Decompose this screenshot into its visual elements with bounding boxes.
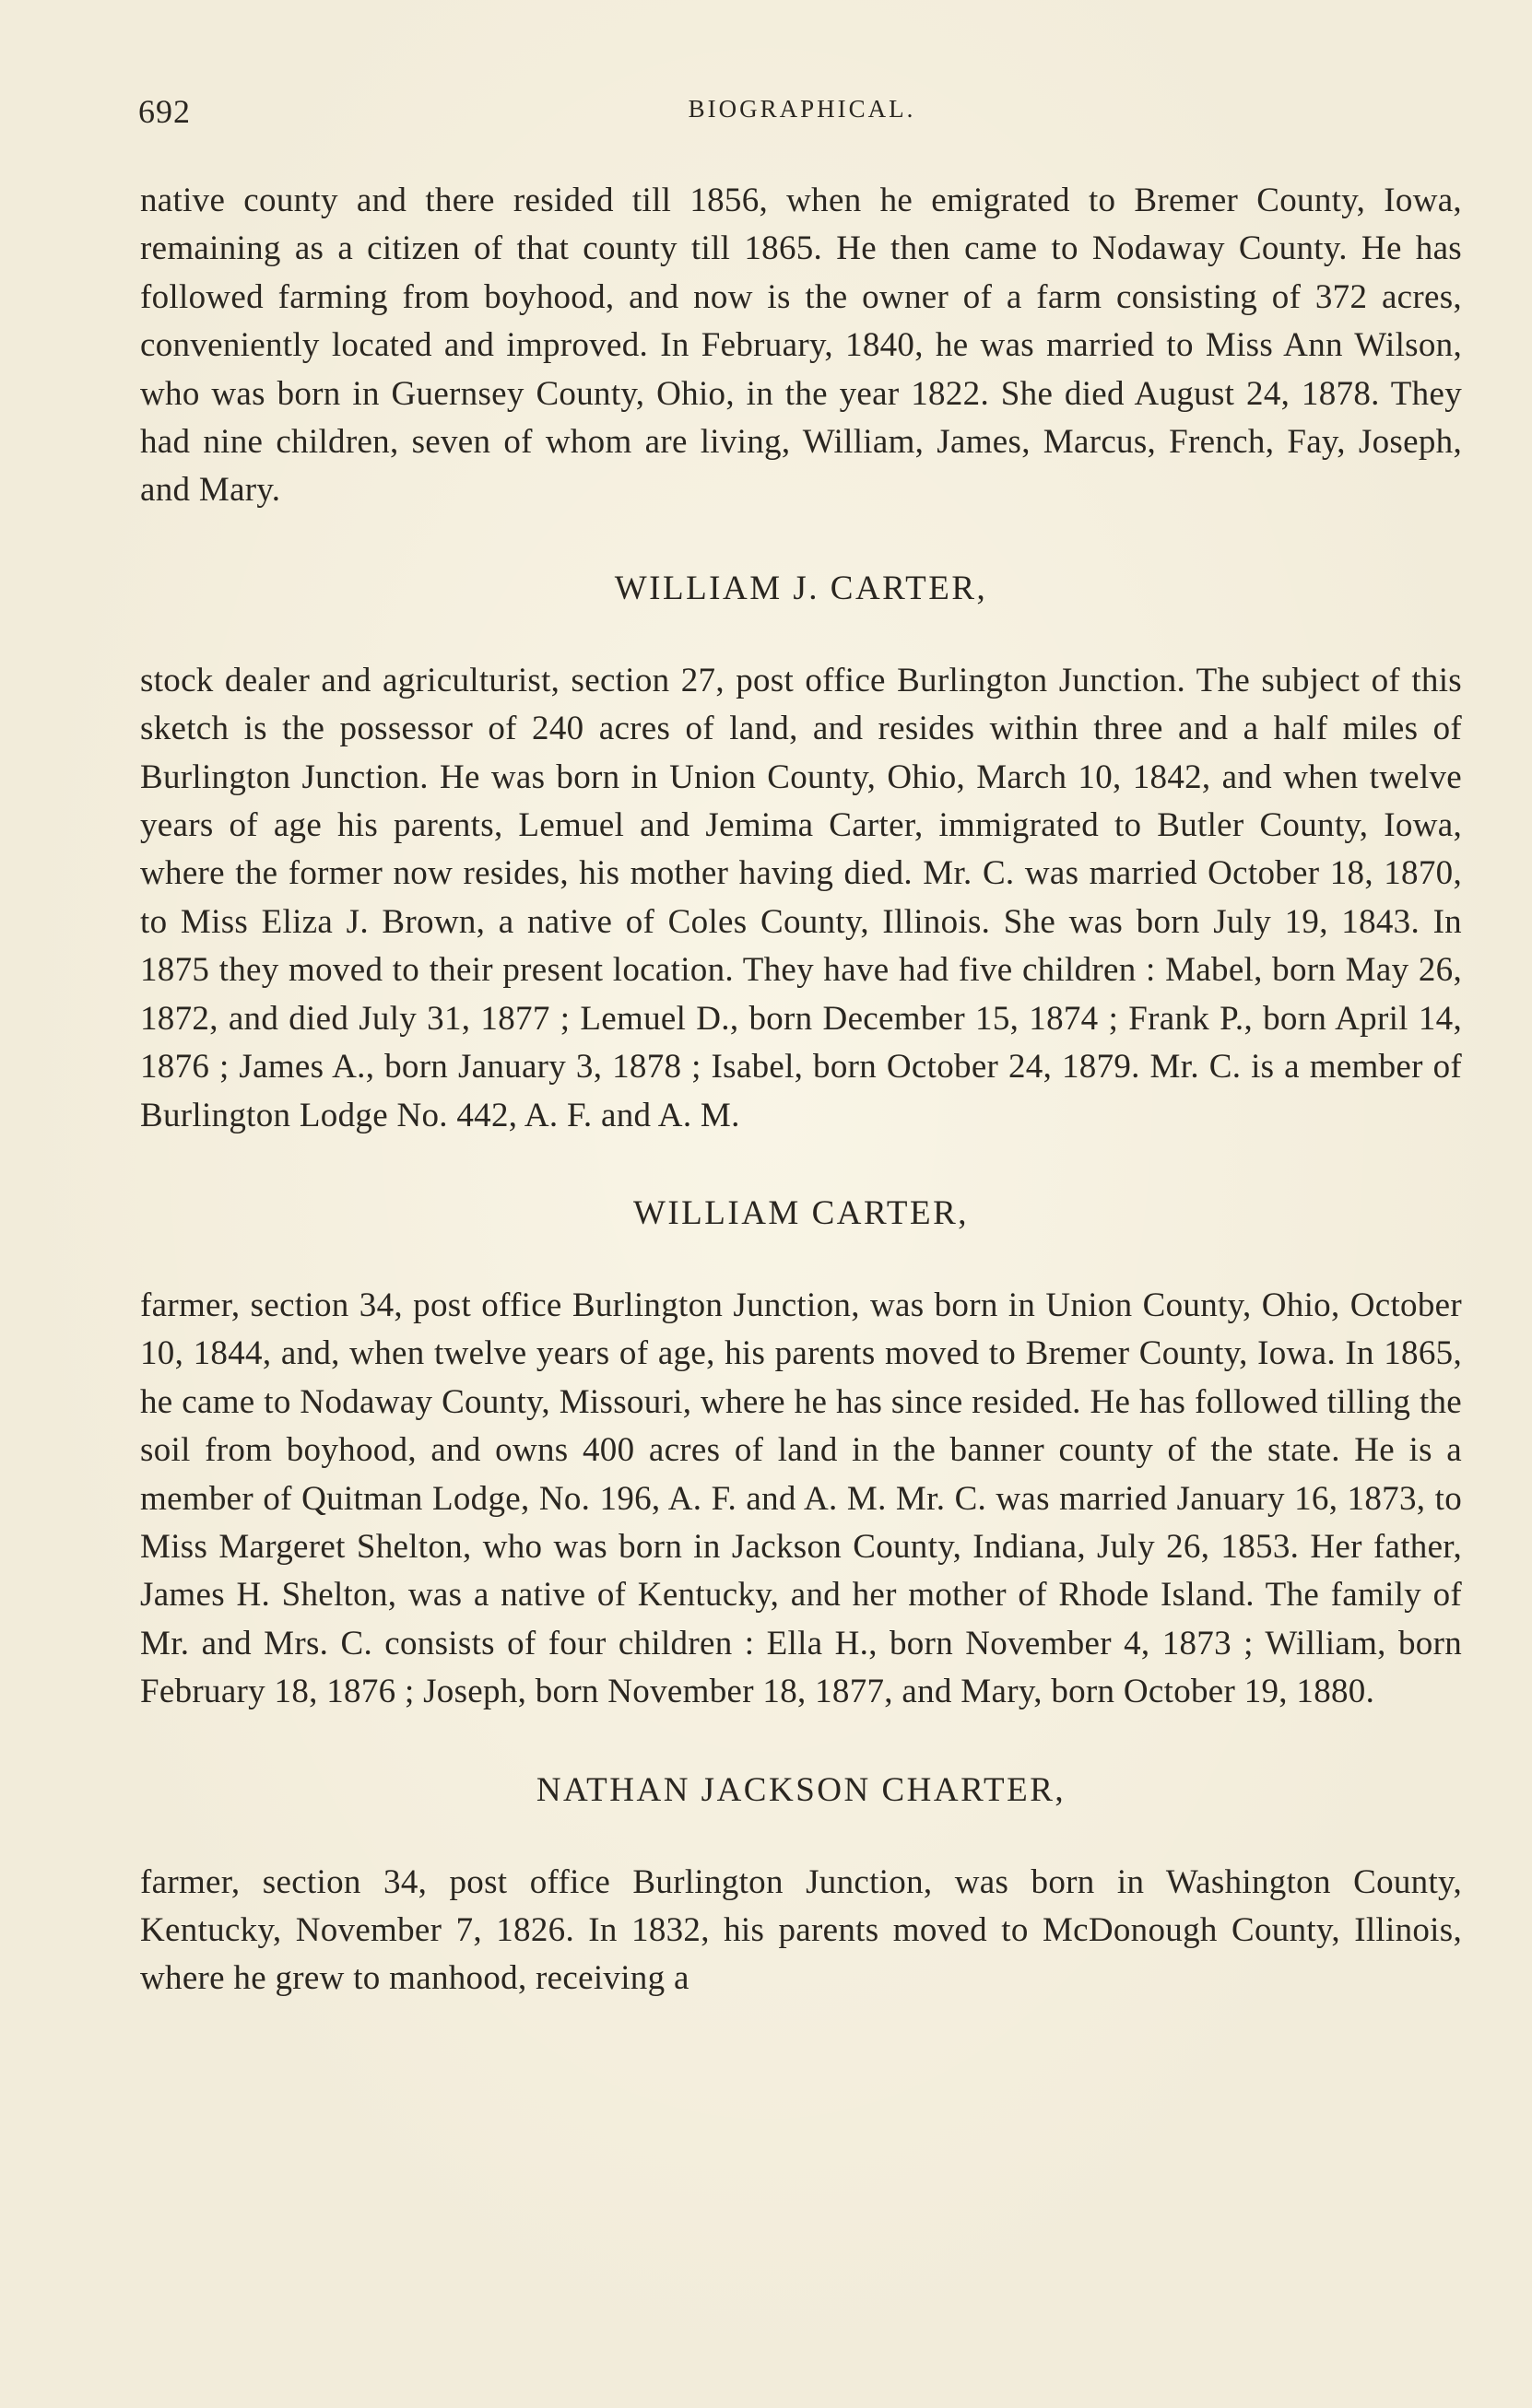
running-title: BIOGRAPHICAL. (688, 95, 916, 123)
entry-paragraph-nathan-jackson-charter: farmer, section 34, post office Burlington Junction, was born in Washington County, Kentucky, November 7, 1826. In 1832, his parents moved to McDonough County, Illinois, where he grew to manhood, receiving a (140, 1862, 1462, 1998)
page-header (138, 92, 1466, 138)
page-number: 692 (138, 93, 191, 130)
entry-heading-william-j-carter: WILLIAM J. CARTER, (614, 569, 988, 607)
text-column (140, 177, 1462, 2003)
entry-heading-william-carter: WILLIAM CARTER, (632, 1193, 970, 1232)
entry-paragraph-william-carter: farmer, section 34, post office Burlington Junction, was born in Union County, Ohio, October 10, 1844, and, when twelve years of age, his parents moved to Bremer County, Iowa. In 1865, he came to Nodaway County, Missouri, where he has since resided. He has followed tilling the soil from boyhood, and owns 400 acres of land in the banner county of the state. He is a member of Quitman Lodge, No. 196, A. F. and A. M. Mr. C. was married January 16, 1873, to Miss Margeret Shelton, who was born in Jackson County, Indiana, July 26, 1853. Her father, James H. Shelton, was a native of Kentucky, and her mother of Rhode Island. The family of Mr. and Mrs. C. consists of four children : Ella H., born November 4, 1873 ; William, born February 18, 1876 ; Joseph, born November 18, 1877, and Mary, born October 19, 1880. (140, 1286, 1462, 1711)
entry-paragraph-william-j-carter: stock dealer and agriculturist, section 27, post office Burlington Junction. The subject of this sketch is the possessor of 240 acres of land, and resides within three and a half miles of Burlington Junction. He was born in Union County, Ohio, March 10, 1842, and when twelve years of age his parents, Lemuel and Jemima Carter, immigrated to Butler County, Iowa, where the former now resides, his mother having died. Mr. C. was married October 18, 1870, to Miss Eliza J. Brown, a native of Coles County, Illinois. She was born July 19, 1843. In 1875 they moved to their present location. They have had five children : Mabel, born May 26, 1872, and died July 31, 1877 ; Lemuel D., born December 15, 1874 ; Frank P., born April 14, 1876 ; James A., born January 3, 1878 ; Isabel, born October 24, 1879. Mr. C. is a member of Burlington Lodge No. 442, A. F. and A. M. (140, 661, 1462, 1134)
entry-heading-nathan-jackson-charter: NATHAN JACKSON CHARTER, (536, 1770, 1067, 1809)
continuation-paragraph: native county and there resided till 1856, when he emigrated to Bremer County, Iowa, remaining as a citizen of that county till 1865. He then came to Nodaway County. He has followed farming from boyhood, and now is the owner of a farm consisting of 372 acres, conveniently located and improved. In February, 1840, he was married to Miss Ann Wilson, who was born in Guernsey County, Ohio, in the year 1822. She died August 24, 1878. They had nine children, seven of whom are living, William, James, Marcus, French, Fay, Joseph, and Mary. (140, 182, 1462, 510)
